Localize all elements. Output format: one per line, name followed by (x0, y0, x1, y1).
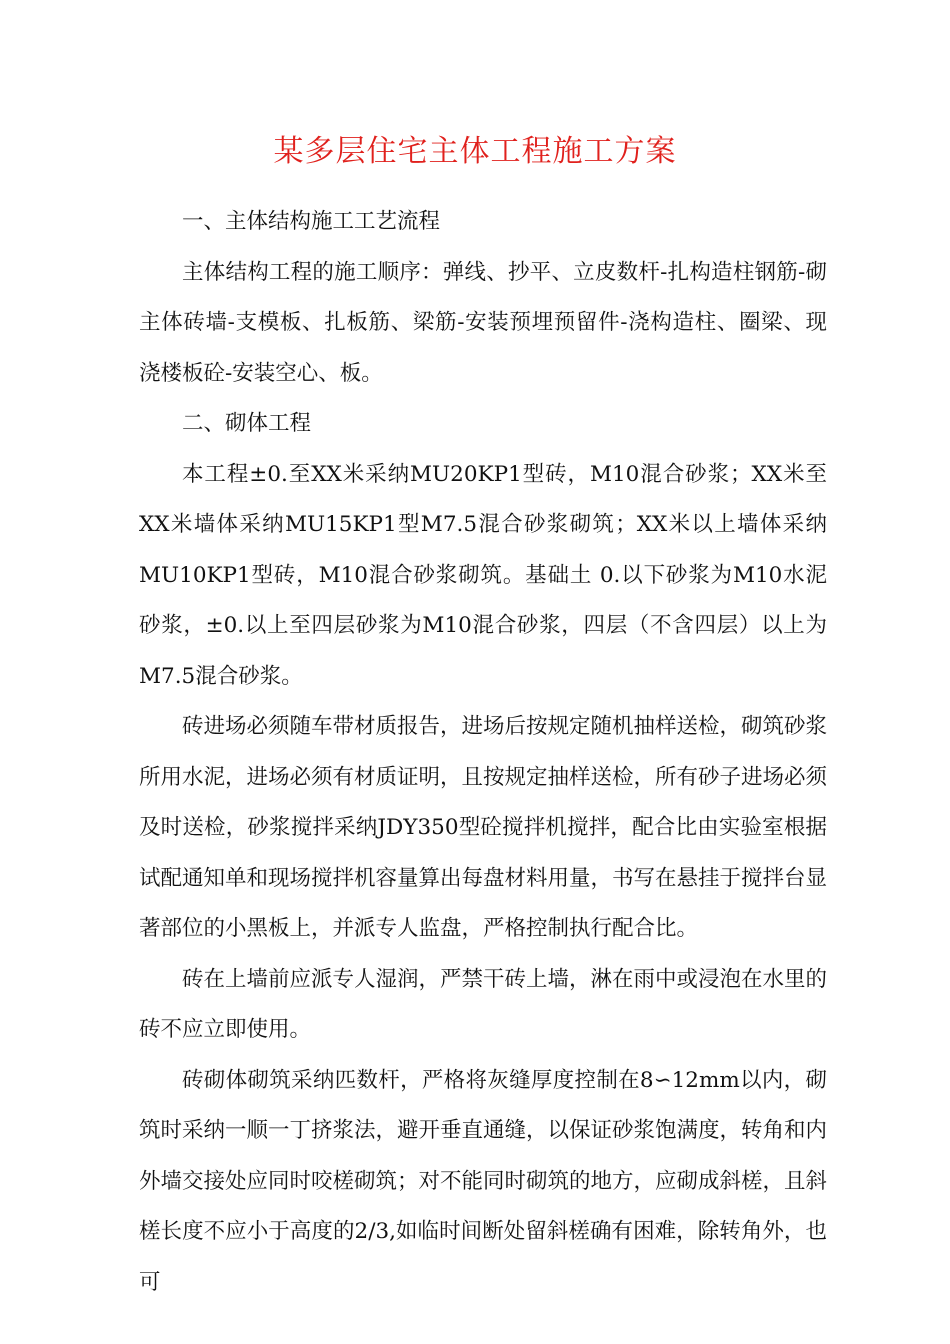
paragraph-brick-specs: 本工程±0.至XX米采纳MU20KP1型砖，M10混合砂浆；XX米至XX米墙体采纳MU15KP1型M7.5混合砂浆砌筑；XX米以上墙体采纳MU10KP1型砖，M10混合砂浆砌筑。基础土 0.以下砂浆为M10水泥砂浆，±0.以上至四层砂浆为M10混合砂浆，四层（不含四层）以上为M7.5混合砂浆。 (139, 461, 827, 689)
section-heading-1: 一、主体结构施工工艺流程 (182, 209, 441, 234)
paragraph-brick-wetting: 砖在上墙前应派专人湿润，严禁干砖上墙，淋在雨中或浸泡在水里的砖不应立即使用。 (139, 966, 828, 1042)
document-body (139, 197, 827, 1308)
paragraph-construction-sequence: 主体结构工程的施工顺序：弹线、抄平、立皮数杆-扎构造柱钢筋-砌主体砖墙-支模板、扎板筋、梁筋-安装预埋预留件-浇构造柱、圈梁、现浇楼板砼-安装空心、板。 (139, 259, 827, 386)
document-title: 某多层住宅主体工程施工方案 (273, 134, 677, 169)
paragraph-material-inspection: 砖进场必须随车带材质报告，进场后按规定随机抽样送检，砌筑砂浆所用水泥，进场必须有材质证明，且按规定抽样送检，所有砂子进场必须及时送检，砂浆搅拌采纳JDY350型砼搅拌机搅拌，配合比由实验室根据试配通知单和现场搅拌机容量算出每盘材料用量，书写在悬挂于搅拌台显著部位的小黑板上，并派专人监盘，严格控制执行配合比。 (139, 714, 828, 941)
section-heading-2: 二、砌体工程 (182, 411, 312, 436)
paragraph-masonry-method: 砖砌体砌筑采纳匹数杆，严格将灰缝厚度控制在8∽12mm以内，砌筑时采纳一顺一丁挤浆法，避开垂直通缝，以保证砂浆饱满度，转角和内外墙交接处应同时咬槎砌筑；对不能同时砌筑的地方，应砌成斜槎，且斜槎长度不应小于高度的2/3,如临时间断处留斜槎确有困难，除转角外，也可 (139, 1067, 828, 1295)
